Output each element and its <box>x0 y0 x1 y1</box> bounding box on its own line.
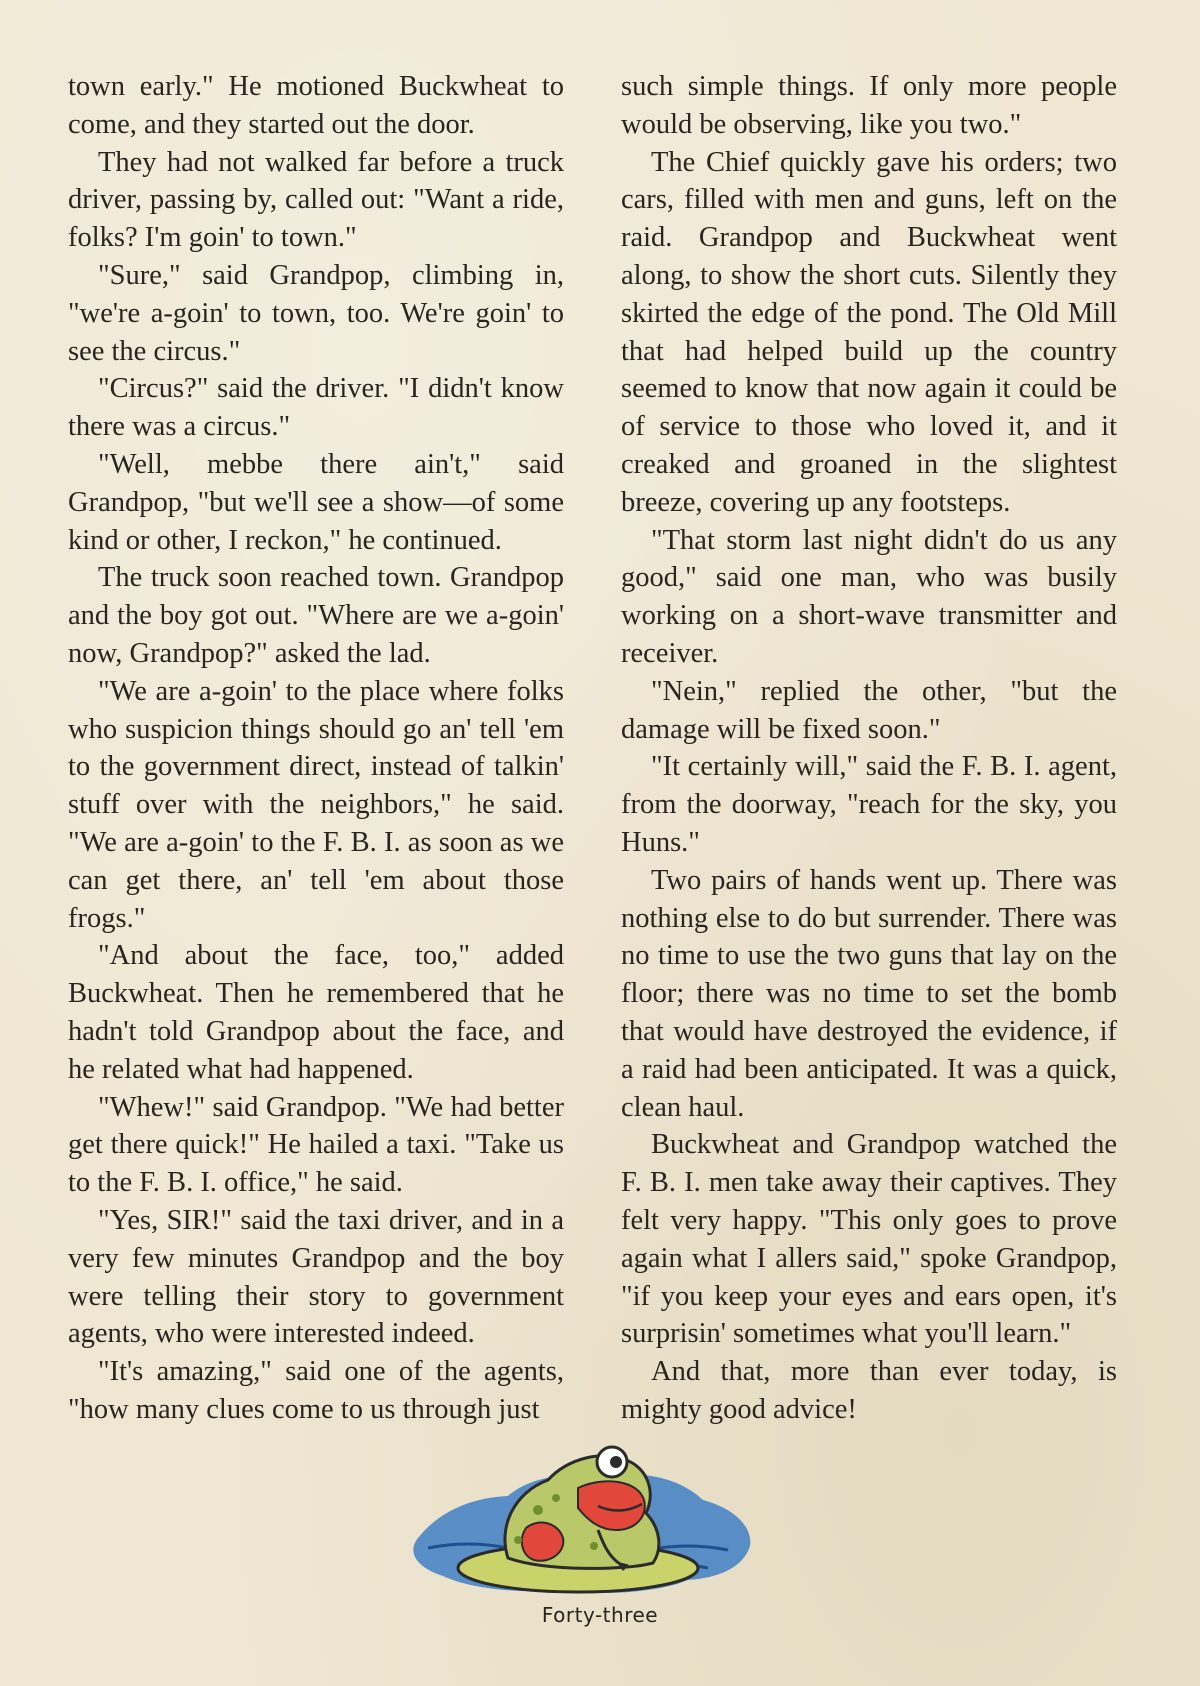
paragraph: "Well, mebbe there ain't," said Grandpop, "but we'll see a show—of some kind or other, I reckon," he continued. <box>68 448 564 556</box>
frog-spot <box>552 1494 560 1502</box>
paragraph: "It certainly will," said the F. B. I. agent, from the doorway, "reach for the sky, you Huns." <box>621 751 1117 858</box>
paragraph: "And about the face, too," added Buckwheat. Then he remembered that he hadn't told Grandpop about the face, and he related what had happened. <box>68 940 564 1085</box>
paragraph: "We are a-goin' to the place where folks who suspicion things should go an' tell 'em to the government direct, instead of talkin' stuff over with the neighbors," he said. "We are a-goin' to the F. B. I. as soon as we can get there, an' tell 'em about those frogs." <box>68 675 564 934</box>
paragraph: The truck soon reached town. Grandpop and the boy got out. "Where are we a-goin' now, Grandpop?" asked the lad. <box>68 562 564 669</box>
paragraph: They had not walked far before a truck driver, passing by, called out: "Want a ride, folks? I'm goin' to town." <box>68 146 564 254</box>
paragraph: town early." He motioned Buckwheat to come, and they started out the door. <box>68 71 564 140</box>
frog-pupil <box>610 1456 622 1468</box>
left-text-column <box>68 68 564 1429</box>
paragraph: "Circus?" said the driver. "I didn't know there was a circus." <box>68 373 564 443</box>
frog-spot <box>514 1536 522 1544</box>
paragraph: Buckwheat and Grandpop watched the F. B. I. men take away their captives. They felt very happy. "This only goes to prove again what I allers said," spoke Grandpop, "if you keep your eyes and ears open, it's surprisin' sometimes what you'll learn." <box>621 1129 1117 1350</box>
paragraph: Two pairs of hands went up. There was nothing else to do but surrender. There was no time to use the two guns that lay on the floor; there was no time to set the bomb that would have destroyed the evidence, if a raid had been anticipated. It was a quick, clean haul. <box>621 864 1117 1123</box>
paragraph: "It's amazing," said one of the agents, "how many clues come to us through just <box>68 1356 564 1425</box>
paragraph: "Nein," replied the other, "but the damage will be fixed soon." <box>621 675 1117 745</box>
paragraph: And that, more than ever today, is mighty good advice! <box>621 1356 1117 1425</box>
paragraph: "Whew!" said Grandpop. "We had better get there quick!" He hailed a taxi. "Take us to the F. B. I. office," he said. <box>68 1091 564 1199</box>
paragraph: The Chief quickly gave his orders; two cars, filled with men and guns, left on the raid. Grandpop and Buckwheat went along, to show the short cuts. Silently they skirted the edge of the pond. The Old Mill that had helped build up the country seemed to know that now again it could be of service to those who loved it, and it creaked and groaned in the slightest breeze, covering up any footsteps. <box>621 146 1117 518</box>
paragraph: "Yes, SIR!" said the taxi driver, and in a very few minutes Grandpop and the boy were telling their story to government agents, who were interested indeed. <box>68 1204 564 1350</box>
right-text-column <box>621 68 1117 1429</box>
paragraph: "Sure," said Grandpop, climbing in, "we're a-goin' to town, too. We're goin' to see the circus." <box>68 259 564 367</box>
frog-leg-red <box>522 1523 564 1561</box>
paragraph: such simple things. If only more people would be observing, like you two." <box>621 71 1117 140</box>
frog-spot <box>590 1542 598 1550</box>
frog-illustration <box>398 1418 760 1608</box>
page-number: Forty-three <box>541 1603 659 1627</box>
frog-spot <box>533 1505 543 1515</box>
paragraph: "That storm last night didn't do us any good," said one man, who was busily working on a short-wave transmitter and receiver. <box>621 524 1117 669</box>
